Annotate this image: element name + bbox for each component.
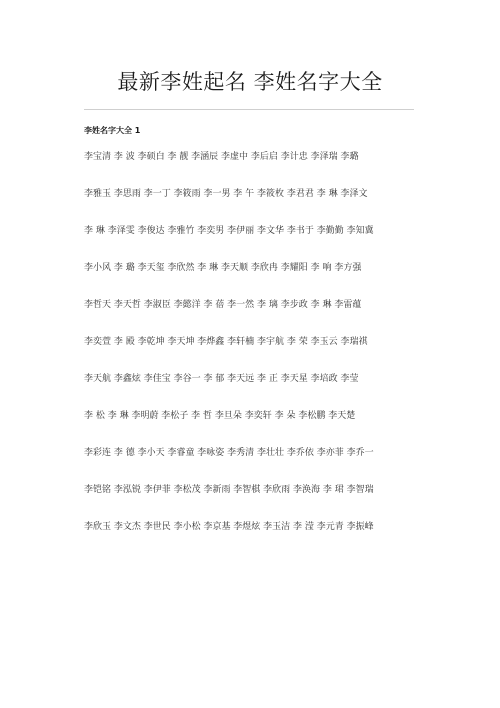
name-list-item: 李奕萱 李 殿 李乾坤 李天坤 李烨鑫 李轩楠 李宇航 李 荣 李玉云 李瑞祺 xyxy=(84,337,368,347)
page-title: 最新李姓起名 李姓名字大全 xyxy=(117,70,383,94)
section-heading: 李姓名字大全 1 xyxy=(84,126,141,135)
title-divider xyxy=(84,109,414,110)
name-list-item: 李哲天 李天哲 李淑臣 李懿洋 李 蓓 李一然 李 璃 李步政 李 琳 李雷蕴 xyxy=(84,300,362,310)
name-list-item: 李雅玉 李思雨 李一丁 李筱雨 李一男 李 午 李筱枚 李君君 李 琳 李泽文 xyxy=(84,189,368,199)
name-list-item: 李彩连 李 德 李小天 李睿童 李咏姿 李秀清 李壮壮 李乔依 李亦菲 李乔一 xyxy=(84,448,374,458)
name-list-item: 李铠铭 李泓锐 李伊菲 李松茂 李新雨 李智棋 李欣雨 李涣海 李 珺 李智瑞 xyxy=(84,485,374,495)
name-list-item: 李 琳 李泽雯 李俊达 李雅竹 李奕男 李伊丽 李文华 李书于 李勤勤 李知冀 xyxy=(84,226,374,236)
name-list-item: 李宝清 李 波 李硕白 李 靓 李涵辰 李虚中 李后启 李计忠 李泽瑞 李璐 xyxy=(84,152,359,162)
name-list-item: 李小风 李 璐 李天玺 李欣然 李 琳 李天顺 李欣冉 李耀阳 李 响 李方强 xyxy=(84,263,362,273)
name-list xyxy=(84,150,424,557)
name-list-item: 李欣玉 李文杰 李世民 李小松 李京基 李煜炫 李玉洁 李 滢 李元青 李振峰 xyxy=(84,522,374,532)
name-list-item: 李天航 李鑫炫 李佳宝 李谷一 李 郁 李天远 李 正 李天星 李培政 李莹 xyxy=(84,374,359,384)
name-list-item: 李 松 李 琳 李明蔚 李松子 李 哲 李旦朵 李奕轩 李 朵 李松鹏 李天楚 xyxy=(84,411,356,421)
